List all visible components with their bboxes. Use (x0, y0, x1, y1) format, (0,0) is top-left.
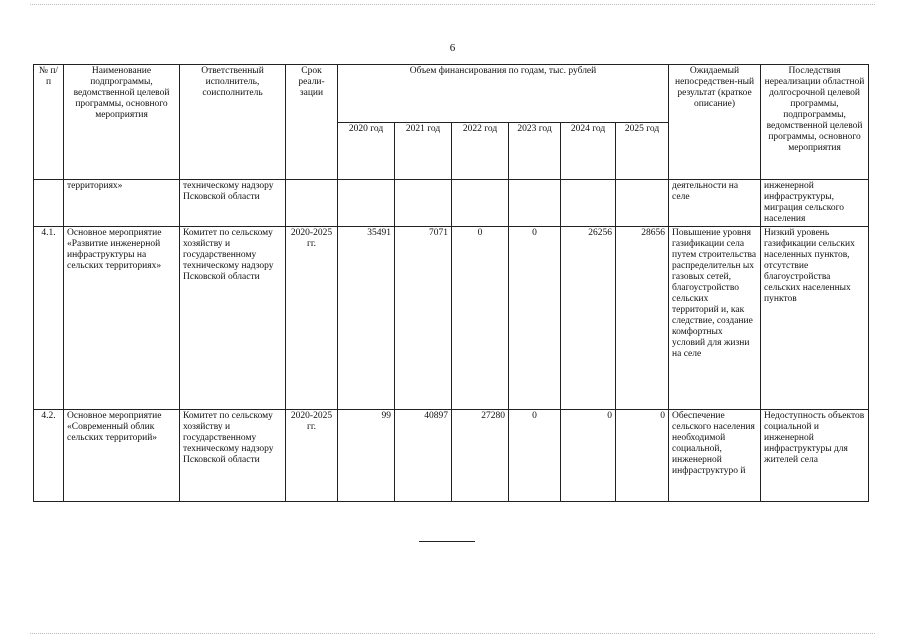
row-value-2022: 0 (452, 227, 509, 410)
row-value-2022: 27280 (452, 410, 509, 502)
end-divider (419, 541, 475, 542)
table-row-4-1 (34, 227, 869, 410)
header-year-2023: 2023 год (509, 122, 561, 180)
scan-edge-top (30, 4, 875, 5)
row-value-2025: 28656 (616, 227, 669, 410)
header-consequence: Последствия нереализации областной долгосрочной целевой программы, подпрограммы, ведомственной целевой программы, основного мероприятия (761, 65, 869, 180)
row-value-2024: 26256 (561, 227, 616, 410)
row-name: Основное мероприятие «Современный облик сельских территорий» (64, 410, 180, 502)
row-value-2024: 0 (561, 410, 616, 502)
header-responsible: Ответственный исполнитель, соисполнитель (180, 65, 286, 180)
header-year-2020: 2020 год (338, 122, 395, 180)
row-value-2025 (616, 180, 669, 227)
header-year-2021: 2021 год (395, 122, 452, 180)
row-result: Повышение уровня газификации села путем строительства распределительн ых газовых сетей, благоустройство сельских территорий и, как следствие, создание комфортных условий для жизни на селе (669, 227, 761, 410)
row-value-2023 (509, 180, 561, 227)
row-value-2023: 0 (509, 227, 561, 410)
row-responsible: техническому надзору Псковской области (180, 180, 286, 227)
row-value-2025: 0 (616, 410, 669, 502)
row-num (34, 180, 64, 227)
header-result: Ожидаемый непосредствен-ный результат (краткое описание) (669, 65, 761, 180)
row-term: 2020-2025 гг. (286, 227, 338, 410)
row-responsible: Комитет по сельскому хозяйству и государственному техническому надзору Псковской области (180, 227, 286, 410)
header-name: Наименование подпрограммы, ведомственной целевой программы, основного мероприятия (64, 65, 180, 180)
row-value-2021: 7071 (395, 227, 452, 410)
row-name: территориях» (64, 180, 180, 227)
row-consequence: инженерной инфраструктуры, миграция сельского населения (761, 180, 869, 227)
row-term: 2020-2025 гг. (286, 410, 338, 502)
table-row-continuation (34, 180, 869, 227)
table-row-4-2 (34, 410, 869, 502)
page-number: 6 (449, 42, 456, 54)
scan-edge-bottom (30, 633, 875, 634)
row-value-2020: 35491 (338, 227, 395, 410)
funding-table (33, 64, 869, 502)
row-term (286, 180, 338, 227)
header-row-top (34, 65, 869, 123)
header-year-2024: 2024 год (561, 122, 616, 180)
row-consequence: Недоступность объектов социальной и инженерной инфраструктуры для жителей села (761, 410, 869, 502)
header-year-2022: 2022 год (452, 122, 509, 180)
row-num: 4.2. (34, 410, 64, 502)
header-year-2025: 2025 год (616, 122, 669, 180)
header-term: Срок реали-зации (286, 65, 338, 180)
row-value-2021 (395, 180, 452, 227)
row-value-2020 (338, 180, 395, 227)
row-value-2023: 0 (509, 410, 561, 502)
row-result: Обеспечение сельского населения необходимой социальной, инженерной инфраструктуро й (669, 410, 761, 502)
row-consequence: Низкий уровень газификации сельских населенных пунктов, отсутствие благоустройства сельских населенных пунктов (761, 227, 869, 410)
row-name: Основное мероприятие «Развитие инженерной инфраструктуры на сельских территориях» (64, 227, 180, 410)
header-num: № п/п (34, 65, 64, 180)
row-value-2020: 99 (338, 410, 395, 502)
header-funding: Объем финансирования по годам, тыс. рублей (338, 65, 669, 123)
row-value-2021: 40897 (395, 410, 452, 502)
row-num: 4.1. (34, 227, 64, 410)
row-responsible: Комитет по сельскому хозяйству и государственному техническому надзору Псковской области (180, 410, 286, 502)
row-value-2022 (452, 180, 509, 227)
row-result: деятельности на селе (669, 180, 761, 227)
row-value-2024 (561, 180, 616, 227)
